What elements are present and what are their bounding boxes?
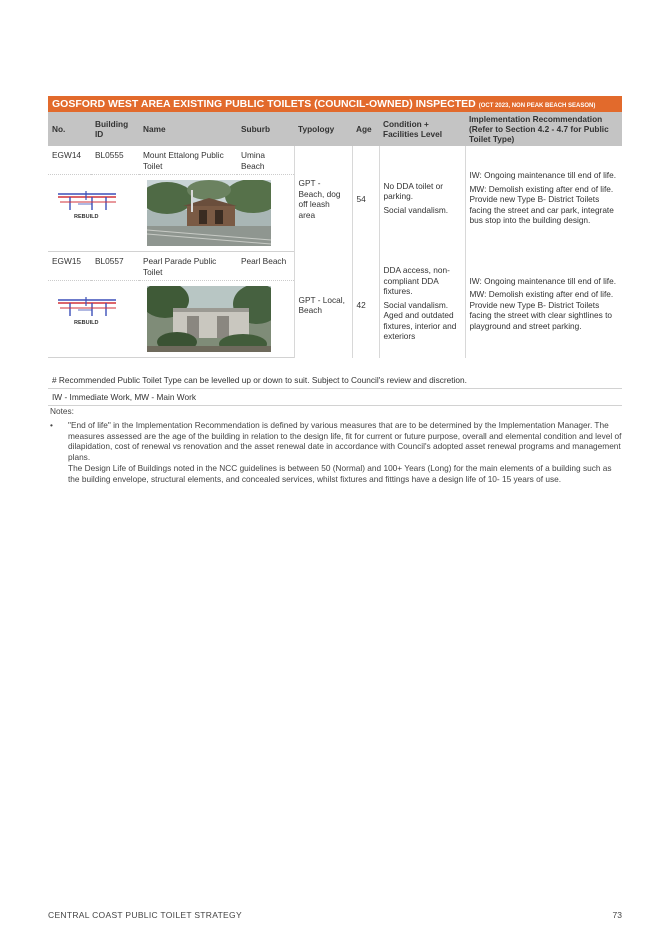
cell-no: EGW15 xyxy=(48,252,91,281)
cell-condition xyxy=(379,146,465,252)
header-building-id: Building ID xyxy=(91,112,139,146)
toilets-table xyxy=(48,112,622,358)
table-row xyxy=(48,146,622,175)
header-condition: Condition + Facilities Level xyxy=(379,112,465,146)
notes-paragraph-2: The Design Life of Buildings noted in the NCC guidelines is between 50 (Normal) and 100+ Years (Long) for the main elements of a building such as the building envelope, structural elements, and concealed services, whilst fixtures and fittings have a design life of 10- 15 years of use. xyxy=(68,462,612,484)
header-typology: Typology xyxy=(294,112,352,146)
header-age: Age xyxy=(352,112,379,146)
cell-recommendation xyxy=(465,146,622,252)
table-header-row xyxy=(48,112,622,146)
toilet-photo-mount-ettalong xyxy=(147,180,271,246)
header-suburb: Suburb xyxy=(237,112,294,146)
cell-photo xyxy=(139,175,294,252)
recommendation-iw: IW: Ongoing maintenance till end of life. xyxy=(469,275,617,286)
cell-suburb: Pearl Beach xyxy=(237,252,294,281)
cell-typology: GPT - Beach, dog off leash area xyxy=(294,146,352,252)
rebuild-diagram-icon xyxy=(56,294,128,320)
recommendation-mw: MW: Demolish existing after end of life. Provide new Type B- District Toilets facing the street and car park, integrate bus stop into the building design. xyxy=(469,183,614,225)
header-no: No. xyxy=(48,112,91,146)
condition-line: Social vandalism. Aged and outdated fixtures, interior and exteriors xyxy=(383,299,457,342)
cell-recommendation xyxy=(465,252,622,358)
notes-paragraph-1: "End of life" in the Implementation Recommendation is defined by various measures that are to be determined by the Implementation Manager. The measures assessed are the age of the building in relation to the design life, fit for current or future purpose, overall and elemental condition and level of dilapidation, cost of renewal vs renovation and the asset renewal date in accordance with Council's adopted asset renewal programs and management plans. xyxy=(68,420,622,463)
cell-age: 42 xyxy=(352,252,379,358)
table-footnotes xyxy=(48,372,622,406)
cell-photo xyxy=(139,281,294,358)
cell-building-id: BL0555 xyxy=(91,146,139,175)
notes-label: Notes: xyxy=(50,406,74,416)
table-row xyxy=(48,252,622,281)
recommendation-iw: IW: Ongoing maintenance till end of life. xyxy=(469,170,617,180)
cell-rebuild-icon xyxy=(48,175,139,252)
table-subtitle: (OCT 2023, NON PEAK BEACH SEASON) xyxy=(478,103,596,109)
cell-name: Pearl Parade Public Toilet xyxy=(139,252,237,281)
footer-document-title: CENTRAL COAST PUBLIC TOILET STRATEGY xyxy=(48,910,242,920)
cell-age: 54 xyxy=(352,146,379,252)
cell-building-id: BL0557 xyxy=(91,252,139,281)
footnote-abbreviations: IW - Immediate Work, MW - Main Work xyxy=(48,389,622,406)
cell-rebuild-icon xyxy=(48,281,139,358)
rebuild-label: REBUILD xyxy=(74,320,99,326)
recommendation-mw: MW: Demolish existing after end of life. Provide new Type B- District Toilets facing the street with clear sightlines to playground and street parking. xyxy=(469,289,614,331)
cell-name: Mount Ettalong Public Toilet xyxy=(139,146,237,175)
table-title-bar xyxy=(48,96,622,112)
footnote-toilet-type: # Recommended Public Toilet Type can be levelled up or down to suit. Subject to Council's review and discretion. xyxy=(48,372,622,389)
notes-body xyxy=(50,420,622,484)
cell-condition xyxy=(379,252,465,358)
toilet-photo-pearl-parade xyxy=(147,286,271,352)
condition-line: Social vandalism. xyxy=(383,204,449,215)
table-title: GOSFORD WEST AREA EXISTING PUBLIC TOILETS (COUNCIL-OWNED) INSPECTED xyxy=(52,98,476,110)
condition-line: DDA access, non-compliant DDA fixtures. xyxy=(383,265,450,297)
cell-typology: GPT - Local, Beach xyxy=(294,252,352,358)
rebuild-diagram-icon xyxy=(56,188,128,214)
notes-bullet: • xyxy=(50,420,53,430)
condition-line: No DDA toilet or parking. xyxy=(383,180,443,201)
cell-suburb: Umina Beach xyxy=(237,146,294,175)
header-name: Name xyxy=(139,112,237,146)
footer-page-number: 73 xyxy=(612,910,622,920)
header-recommendation: Implementation Recommendation (Refer to Section 4.2 - 4.7 for Public Toilet Type) xyxy=(465,112,622,146)
cell-no: EGW14 xyxy=(48,146,91,175)
rebuild-label: REBUILD xyxy=(74,214,99,220)
